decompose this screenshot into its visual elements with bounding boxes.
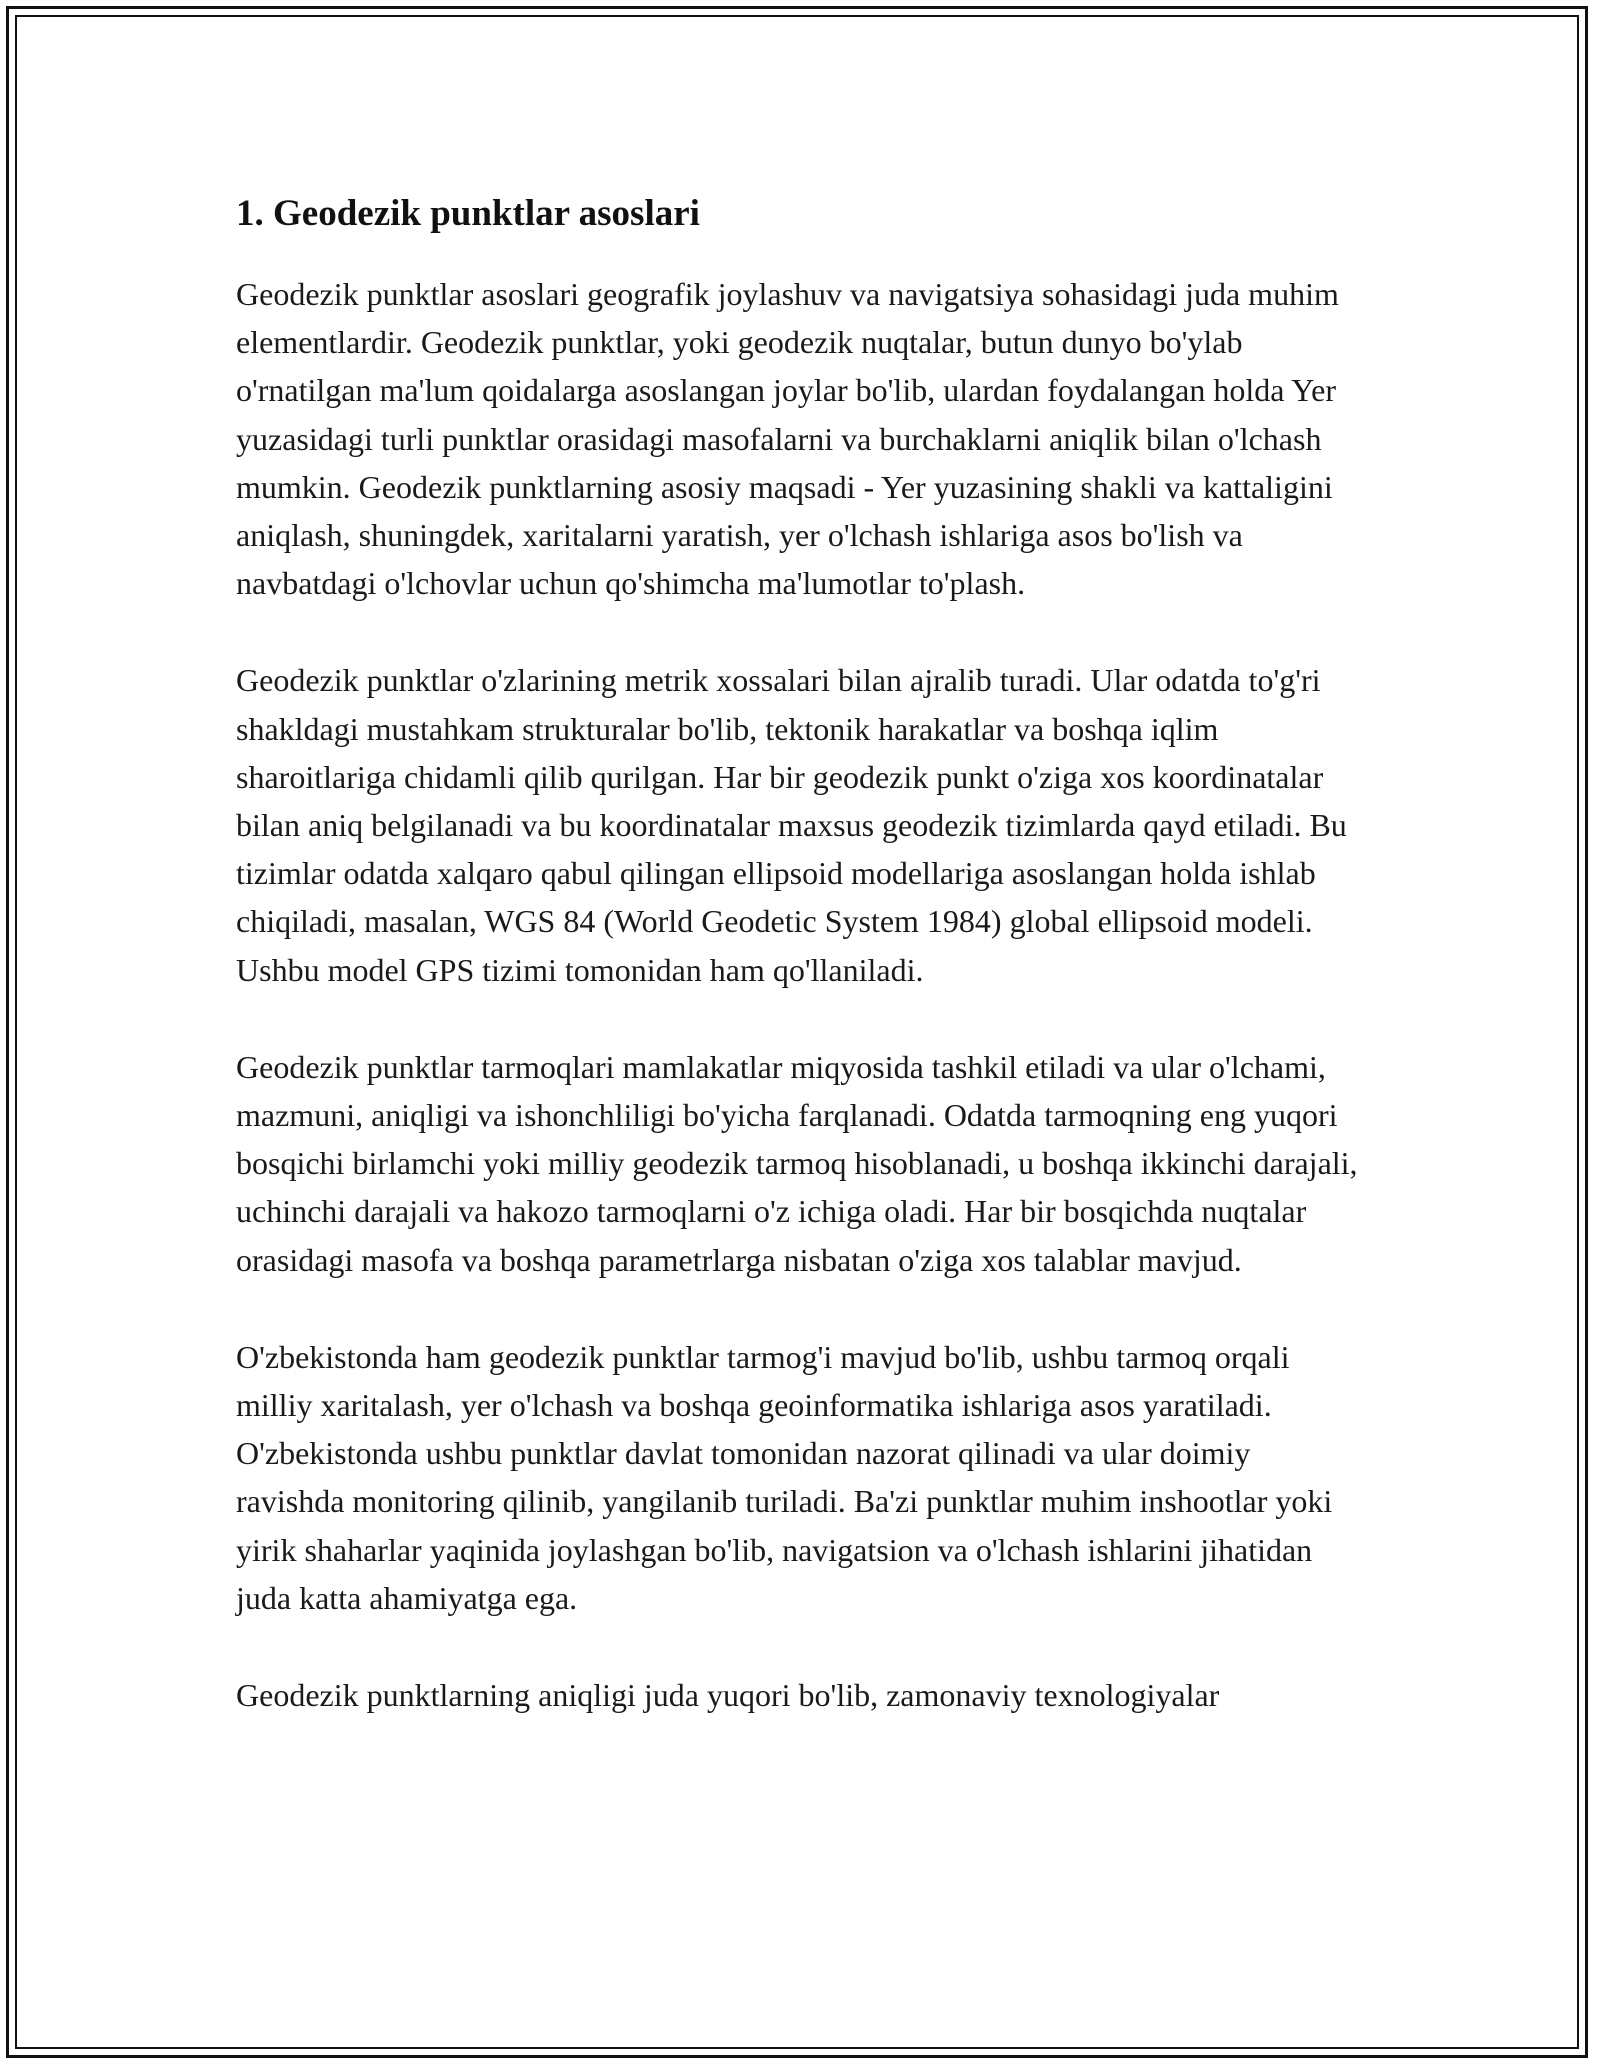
paragraph-2: Geodezik punktlar o'zlarining metrik xossalari bilan ajralib turadi. Ular odatda to'g'ri shakldagi mustahkam strukturalar bo'lib, tektonik harakatlar va boshqa iqlim sharoitlariga chidamli qilib qurilgan. Har bir geodezik punkt o'ziga xos koordinatalar bilan aniq belgilanadi va bu koordinatalar maxsus geodezik tizimlarda qayd etiladi. Bu tizimlar odatda xalqaro qabul qilingan ellipsoid modellariga asoslangan holda ishlab chiqiladi, masalan, WGS 84 (World Geodetic System 1984) global ellipsoid modeli. Ushbu model GPS tizimi tomonidan ham qo'llaniladi. [236,662,1347,988]
paragraph-5: Geodezik punktlarning aniqligi juda yuqori bo'lib, zamonaviy texnologiyalar [236,1677,1220,1714]
document-body [236,186,1366,1768]
paragraph-1: Geodezik punktlar asoslari geografik joylashuv va navigatsiya sohasidagi juda muhim elementlardir. Geodezik punktlar, yoki geodezik nuqtalar, butun dunyo bo'ylab o'rnatilgan ma'lum qoidalarga asoslangan joylar bo'lib, ulardan foydalangan holda Yer yuzasidagi turli punktlar orasidagi masofalarni va burchaklarni aniqlik bilan o'lchash mumkin. Geodezik punktlarning asosiy maqsadi - Yer yuzasining shakli va kattaligini aniqlash, shuningdek, xaritalarni yaratish, yer o'lchash ishlariga asos bo'lish va navbatdagi o'lchovlar uchun qo'shimcha ma'lumotlar to'plash. [236,276,1339,602]
section-heading: 1. Geodezik punktlar asoslari [236,193,700,234]
paragraph-4: O'zbekistonda ham geodezik punktlar tarmog'i mavjud bo'lib, ushbu tarmoq orqali milliy xaritalash, yer o'lchash va boshqa geoinformatika ishlariga asos yaratiladi. O'zbekistonda ushbu punktlar davlat tomonidan nazorat qilinadi va ular doimiy ravishda monitoring qilinib, yangilanib turiladi. Ba'zi punktlar muhim inshootlar yoki yirik shaharlar yaqinida joylashgan bo'lib, navigatsion va o'lchash ishlarini jihatidan juda katta ahamiyatga ega. [236,1338,1333,1616]
paragraph-3: Geodezik punktlar tarmoqlari mamlakatlar miqyosida tashkil etiladi va ular o'lchami, mazmuni, aniqligi va ishonchliligi bo'yicha farqlanadi. Odatda tarmoqning eng yuqori bosqichi birlamchi yoki milliy geodezik tarmoq hisoblanadi, u boshqa ikkinchi darajali, uchinchi darajali va hakozo tarmoqlarni o'z ichiga oladi. Har bir bosqichda nuqtalar orasidagi masofa va boshqa parametrlarga nisbatan o'ziga xos talablar mavjud. [236,1048,1358,1278]
